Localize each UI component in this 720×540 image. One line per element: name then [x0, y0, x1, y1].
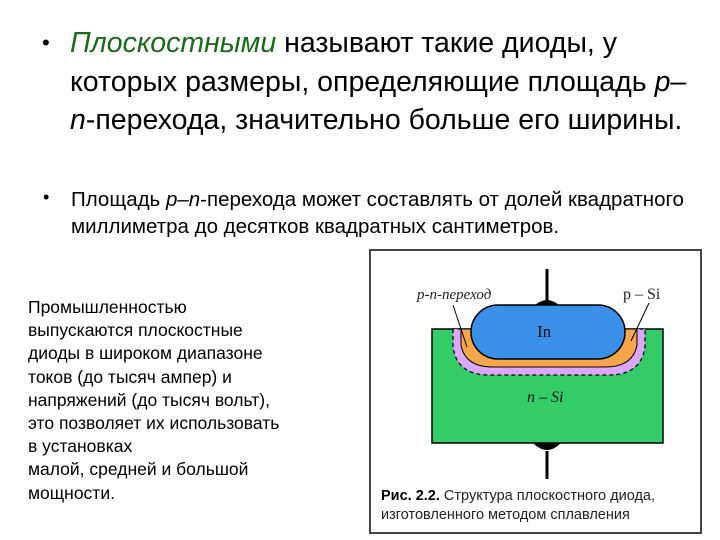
pn-term: p–n [70, 65, 687, 136]
bullet-2-text: Площадь [71, 188, 166, 211]
bullet-paragraph-2 [71, 186, 691, 240]
pn-term-2: p–n [165, 188, 201, 211]
n-si-label: n – Si [527, 389, 564, 406]
figure-number: Рис. 2.2. [381, 488, 440, 504]
bullet-marker-1: • [42, 30, 50, 55]
bullet-1-text-end: -перехода, значительно больше его ширины. [85, 104, 683, 136]
indium-label: In [537, 322, 552, 341]
figure-caption [381, 487, 696, 525]
bullet-2-text-end: -перехода может составлять от долей квадратного миллиметра до десятков квадратных сантиметров. [71, 188, 684, 238]
diode-structure-diagram [371, 251, 700, 481]
bottom-contact [533, 443, 561, 450]
p-si-label: p – Si [623, 286, 661, 303]
highlight-term: Плоскостными [70, 27, 277, 59]
figure-caption-text: Структура плоскостного диода, изготовленного методом сплавления [381, 488, 655, 523]
pn-junction-label: p-n-переход [417, 287, 492, 303]
bullet-marker-2: • [43, 187, 50, 207]
side-paragraph: Промышленностью выпускаются плоскостные диоды в широком диапазоне токов (до тысяч ампер) и напряжений (до тысяч вольт), это позволяет их использовать в установках малой, средней и большой мощности. [28, 297, 280, 503]
diode-figure [369, 249, 702, 534]
bullet-paragraph-1 [70, 24, 700, 140]
bullet-1-text: называют такие диоды, у которых размеры, определяющие площадь [70, 27, 655, 98]
